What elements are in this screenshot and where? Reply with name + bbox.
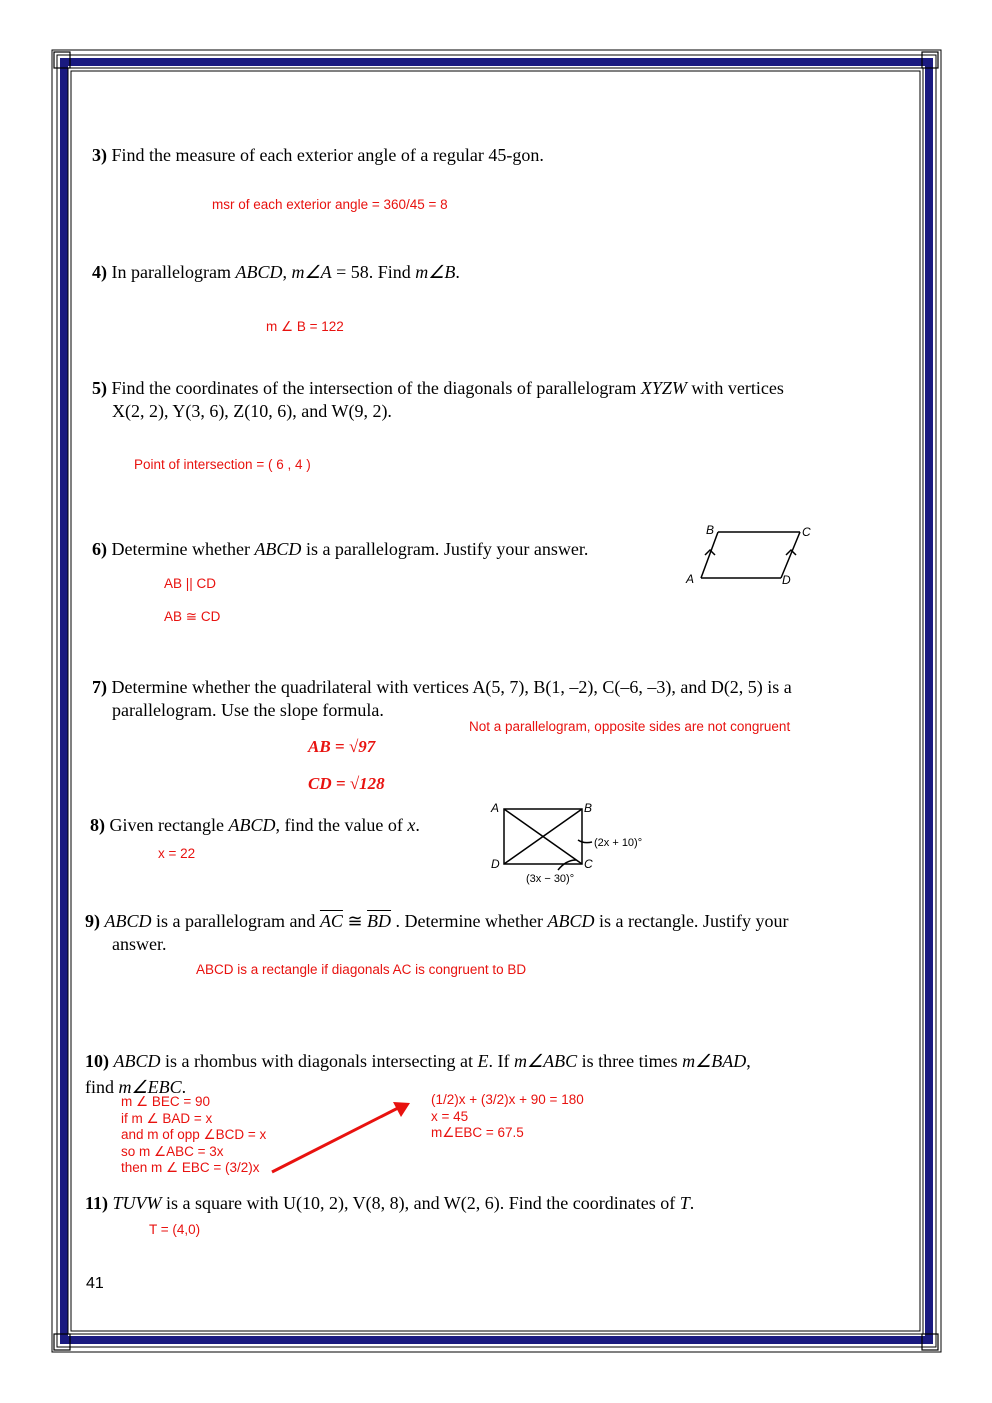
answer-7-ab: AB = √97 <box>308 737 376 756</box>
label-a: A <box>686 572 695 586</box>
question-5: 5) Find the coordinates of the intersection of the diagonals of parallelogram XYZW with vertices <box>92 378 784 398</box>
label-c: C <box>584 857 593 871</box>
answer-11: T = (4,0) <box>149 1222 201 1237</box>
angle-label-2: (3x − 30)° <box>526 873 575 885</box>
answer-9: ABCD is a rectangle if diagonals AC is congruent to BD <box>196 962 527 977</box>
red-arrow <box>266 1098 416 1178</box>
question-8: 8) Given rectangle ABCD, find the value of x. <box>90 815 420 835</box>
question-9-line2: answer. <box>112 934 167 954</box>
label-d: D <box>491 857 500 871</box>
question-11: 11) TUVW is a square with U(10, 2), V(8, 8), and W(2, 6). Find the coordinates of T. <box>85 1193 695 1213</box>
label-c: C <box>802 525 811 539</box>
answer-7-note: Not a parallelogram, opposite sides are not congruent <box>469 719 791 734</box>
page-number: 41 <box>86 1275 104 1292</box>
question-4: 4) In parallelogram ABCD, m∠A = 58. Find m∠B. <box>92 262 460 282</box>
question-9: 9) ABCD is a parallelogram and $\overline{AC}$ ≅ $\overline{BD}$ . Determine whether ABCD is a rectangle. Justify your <box>85 911 789 931</box>
question-10-line2: find m∠EBC. <box>85 1077 187 1097</box>
label-b: B <box>706 523 715 537</box>
question-7: 7) Determine whether the quadrilateral with vertices A(5, 7), B(1, –2), C(–6, –3), and D(2, 5) is a <box>92 677 792 697</box>
label-d: D <box>782 573 791 587</box>
answer-5: Point of intersection = ( 6 , 4 ) <box>134 457 311 472</box>
parallelogram-figure <box>680 520 820 590</box>
question-5-line2: X(2, 2), Y(3, 6), Z(10, 6), and W(9, 2). <box>112 401 392 421</box>
rectangle-figure <box>488 800 658 886</box>
answer-10-work-left: m ∠ BEC = 90 if m ∠ BAD = x and m of opp ∠BCD = x so m ∠ABC = 3x then m ∠ EBC = (3/2)x <box>121 1094 267 1175</box>
answer-8: x = 22 <box>158 846 196 861</box>
answer-10-work-right: (1/2)x + (3/2)x + 90 = 180 x = 45 m∠EBC = 67.5 <box>431 1092 584 1140</box>
angle-label-1: (2x + 10)° <box>594 837 643 849</box>
answer-7-cd: CD = √128 <box>308 774 385 793</box>
label-b: B <box>584 801 593 815</box>
question-3: 3) Find the measure of each exterior angle of a regular 45-gon. <box>92 145 544 165</box>
answer-6-congruent: AB ≅ CD <box>164 609 221 624</box>
question-10: 10) ABCD is a rhombus with diagonals intersecting at E. If m∠ABC is three times m∠BAD, <box>85 1051 751 1071</box>
question-7-line2: parallelogram. Use the slope formula. <box>112 700 384 720</box>
label-a: A <box>491 801 500 815</box>
answer-6-parallel: AB || CD <box>164 576 217 591</box>
question-6: 6) Determine whether ABCD is a parallelogram. Justify your answer. <box>92 539 589 559</box>
answer-4: m ∠ B = 122 <box>266 319 344 334</box>
answer-3: msr of each exterior angle = 360/45 = 8 <box>212 197 448 212</box>
